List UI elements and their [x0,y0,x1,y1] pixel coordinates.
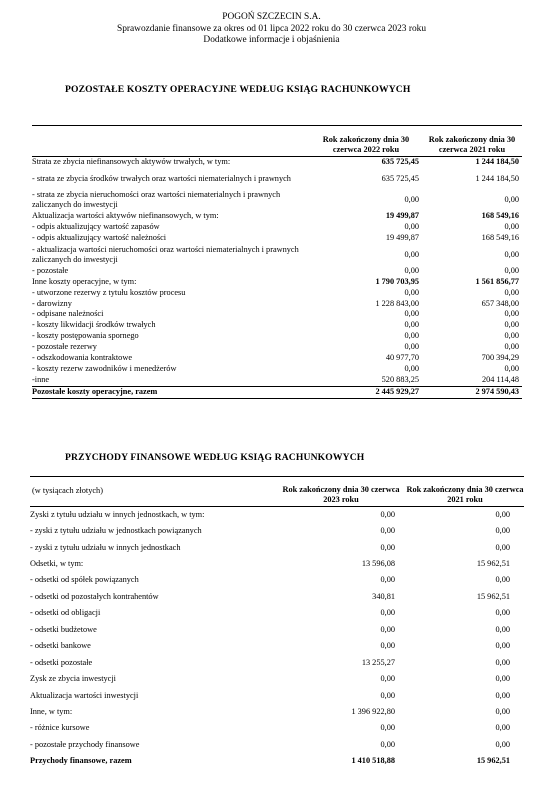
table-row [32,298,522,309]
row-value-col1: 0,00 [276,737,406,753]
column-header-2: Rok zakończony dnia 30 czerwca 2021 roku [422,126,522,157]
row-value-col1: 520 883,25 [381,375,419,385]
unit-label: (w tysiącach złotych) [30,477,276,507]
row-value-col2: 0,00 [504,309,519,319]
row-value-col1: 0,00 [276,622,406,638]
row-value-col2: 0,00 [504,331,519,341]
table-row [32,168,522,190]
row-label: - odsetki od spółek powiązanych [30,572,276,588]
row-label: - koszty postępowania spornego [32,331,139,341]
row-label: - pozostałe przychody finansowe [30,737,276,753]
row-value-col1: 0,00 [276,507,406,523]
row-value-col2: 0,00 [406,671,524,687]
financial-income-table [30,476,524,770]
table-row [32,320,522,331]
table-row [30,572,524,588]
row-value-col1: 0,00 [276,638,406,654]
row-label: - aktualizacja wartości nieruchomości oraz wartości niematerialnych i prawnych zaliczanych do inwestycji [32,244,299,264]
table-row [30,523,524,539]
table-row [32,276,522,287]
row-value-col2: 0,00 [406,539,524,555]
table-row [30,605,524,621]
row-value-col2: 700 394,29 [481,353,519,363]
row-value-col2: 0,00 [504,364,519,374]
row-value-col1: 0,00 [276,605,406,621]
total-row [32,386,522,398]
row-value-col1: 0,00 [404,331,419,341]
financial-income-body [30,507,524,770]
operating-costs-table [32,125,522,399]
row-value-col2: 0,00 [406,704,524,720]
column-header-1: Rok zakończony dnia 30 czerwca 2022 roku [310,126,422,157]
table-row [32,189,522,211]
row-value-col2: 0,00 [406,523,524,539]
table-row [32,265,522,276]
row-label: - odsetki od pozostałych kontrahentów [30,589,276,605]
row-label: - odsetki od obligacji [30,605,276,621]
total-value-col2: 2 974 590,43 [422,386,522,398]
table-header-blank [32,126,310,157]
row-value-col2: 0,00 [504,265,519,275]
row-label: - koszty rezerw zawodników i menedżerów [32,364,177,374]
row-value-col1: 19 499,87 [385,211,419,221]
row-label: Inne koszty operacyjne, w tym: [32,276,137,286]
row-label: Zysk ze zbycia inwestycji [30,671,276,687]
row-value-col1: 13 596,08 [276,556,406,572]
row-value-col2: 0,00 [406,654,524,670]
row-value-col2: 0,00 [406,572,524,588]
row-label: Strata ze zbycia niefinansowych aktywów trwałych, w tym: [32,157,231,167]
row-value-col1: 0,00 [404,195,419,205]
table-row [32,157,522,168]
row-label: - odsetki pozostałe [30,654,276,670]
table-row [30,704,524,720]
row-label: Aktualizacja wartości aktywów niefinansowych, w tym: [32,211,219,221]
row-value-col1: 0,00 [404,287,419,297]
table-row [30,638,524,654]
section1-title: POZOSTAŁE KOSZTY OPERACYJNE WEDŁUG KSIĄG RACHUNKOWYCH [65,84,411,95]
row-value-col2: 0,00 [406,638,524,654]
row-value-col2: 15 962,51 [406,556,524,572]
row-label: - strata ze zbycia środków trwałych oraz wartości niematerialnych i prawnych [32,173,291,183]
total-row [30,753,524,769]
row-value-col1: 0,00 [276,671,406,687]
notes-title: Dodatkowe informacje i objaśnienia [203,35,340,45]
row-value-col2: 0,00 [504,195,519,205]
column-header-2: Rok zakończony dnia 30 czerwca 2021 roku [406,477,524,507]
total-value-col2: 15 962,51 [406,753,524,769]
row-value-col2: 204 114,48 [481,375,519,385]
table-row [32,211,522,222]
table-row [30,654,524,670]
row-value-col1: 0,00 [276,572,406,588]
row-value-col1: 0,00 [404,309,419,319]
row-value-col1: 1 396 922,80 [276,704,406,720]
table-row [30,539,524,555]
row-value-col2: 15 962,51 [406,589,524,605]
row-value-col2: 0,00 [406,687,524,703]
row-label: Aktualizacja wartości inwestycji [30,687,276,703]
row-value-col2: 168 549,16 [481,233,519,243]
report-title: Sprawozdanie finansowe za okres od 01 lipca 2022 roku do 30 czerwca 2023 roku [116,23,427,34]
table-row [30,556,524,572]
row-label: - odsetki bankowe [30,638,276,654]
row-value-col1: 19 499,87 [385,233,419,243]
row-label: - odszkodowania kontraktowe [32,353,132,363]
column-header-1: Rok zakończony dnia 30 czerwca 2023 roku [276,477,406,507]
row-value-col1: 0,00 [276,539,406,555]
row-value-col2: 0,00 [406,720,524,736]
row-value-col2: 0,00 [504,342,519,352]
row-label: Zyski z tytułu udziału w innych jednostkach, w tym: [30,507,276,523]
row-value-col2: 0,00 [406,605,524,621]
row-value-col1: 0,00 [276,687,406,703]
row-value-col1: 0,00 [404,265,419,275]
row-value-col1: 0,00 [404,249,419,259]
total-label: Pozostałe koszty operacyjne, razem [32,386,310,398]
row-label: Inne, w tym: [30,704,276,720]
operating-costs-body [32,157,522,399]
table-row [30,622,524,638]
row-value-col2: 0,00 [504,222,519,232]
table-row [30,737,524,753]
row-label: - różnice kursowe [30,720,276,736]
row-label: - odpisane należności [32,309,104,319]
table-row [30,671,524,687]
table-row [30,507,524,523]
table-row [32,342,522,353]
row-value-col1: 0,00 [276,523,406,539]
table-row [32,309,522,320]
row-label: - zyski z tytułu udziału w innych jednostkach [30,539,276,555]
row-label: - odpis aktualizujący wartość zapasów [32,222,160,232]
table-row [32,244,522,266]
row-value-col2: 657 348,00 [481,298,519,308]
row-value-col1: 340,81 [276,589,406,605]
row-label: - strata ze zbycia nieruchomości oraz wartości niematerialnych i prawnych zaliczanych do inwestycji [32,190,281,210]
table-row [32,364,522,375]
table-row [32,222,522,233]
row-value-col2: 0,00 [406,622,524,638]
row-label: - pozostałe [32,265,69,275]
table-row [32,331,522,342]
row-value-col1: 1 228 843,00 [375,298,419,308]
row-label: - darowizny [32,298,72,308]
table-row [32,375,522,386]
row-label: Odsetki, w tym: [30,556,276,572]
row-value-col1: 0,00 [404,222,419,232]
total-value-col1: 1 410 518,88 [276,753,406,769]
row-value-col1: 0,00 [276,720,406,736]
row-value-col1: 635 725,45 [381,173,419,183]
row-label: - odsetki budżetowe [30,622,276,638]
row-value-col1: 635 725,45 [381,157,419,167]
row-label: - utworzone rezerwy z tytułu kosztów procesu [32,287,186,297]
row-label: - koszty likwidacji środków trwałych [32,320,156,330]
table-row [32,287,522,298]
row-value-col2: 1 244 184,50 [475,157,519,167]
row-value-col2: 0,00 [406,737,524,753]
row-value-col2: 1 561 856,77 [475,276,519,286]
table-row [30,687,524,703]
section2-title: PRZYCHODY FINANSOWE WEDŁUG KSIĄG RACHUNKOWYCH [65,452,365,463]
row-value-col1: 0,00 [404,364,419,374]
table-row [32,353,522,364]
row-value-col2: 168 549,16 [481,211,519,221]
total-value-col1: 2 445 929,27 [310,386,422,398]
row-value-col2: 1 244 184,50 [475,173,519,183]
document-header [0,12,543,47]
row-label: - odpis aktualizujący wartość należności [32,233,167,243]
total-label: Przychody finansowe, razem [30,753,276,769]
row-value-col2: 0,00 [504,320,519,330]
company-name: POGOŃ SZCZECIN S.A. [222,12,321,22]
table-row [30,720,524,736]
row-label: -inne [32,375,50,385]
row-value-col1: 1 790 703,95 [375,276,419,286]
row-value-col1: 13 255,27 [276,654,406,670]
row-value-col2: 0,00 [504,287,519,297]
row-label: - pozostałe rezerwy [32,342,97,352]
row-value-col1: 0,00 [404,342,419,352]
row-value-col2: 0,00 [406,507,524,523]
row-value-col2: 0,00 [504,249,519,259]
table-row [32,233,522,244]
row-value-col1: 0,00 [404,320,419,330]
row-label: - zyski z tytułu udziału w jednostkach powiązanych [30,523,276,539]
table-row [30,589,524,605]
row-value-col1: 40 977,70 [385,353,419,363]
